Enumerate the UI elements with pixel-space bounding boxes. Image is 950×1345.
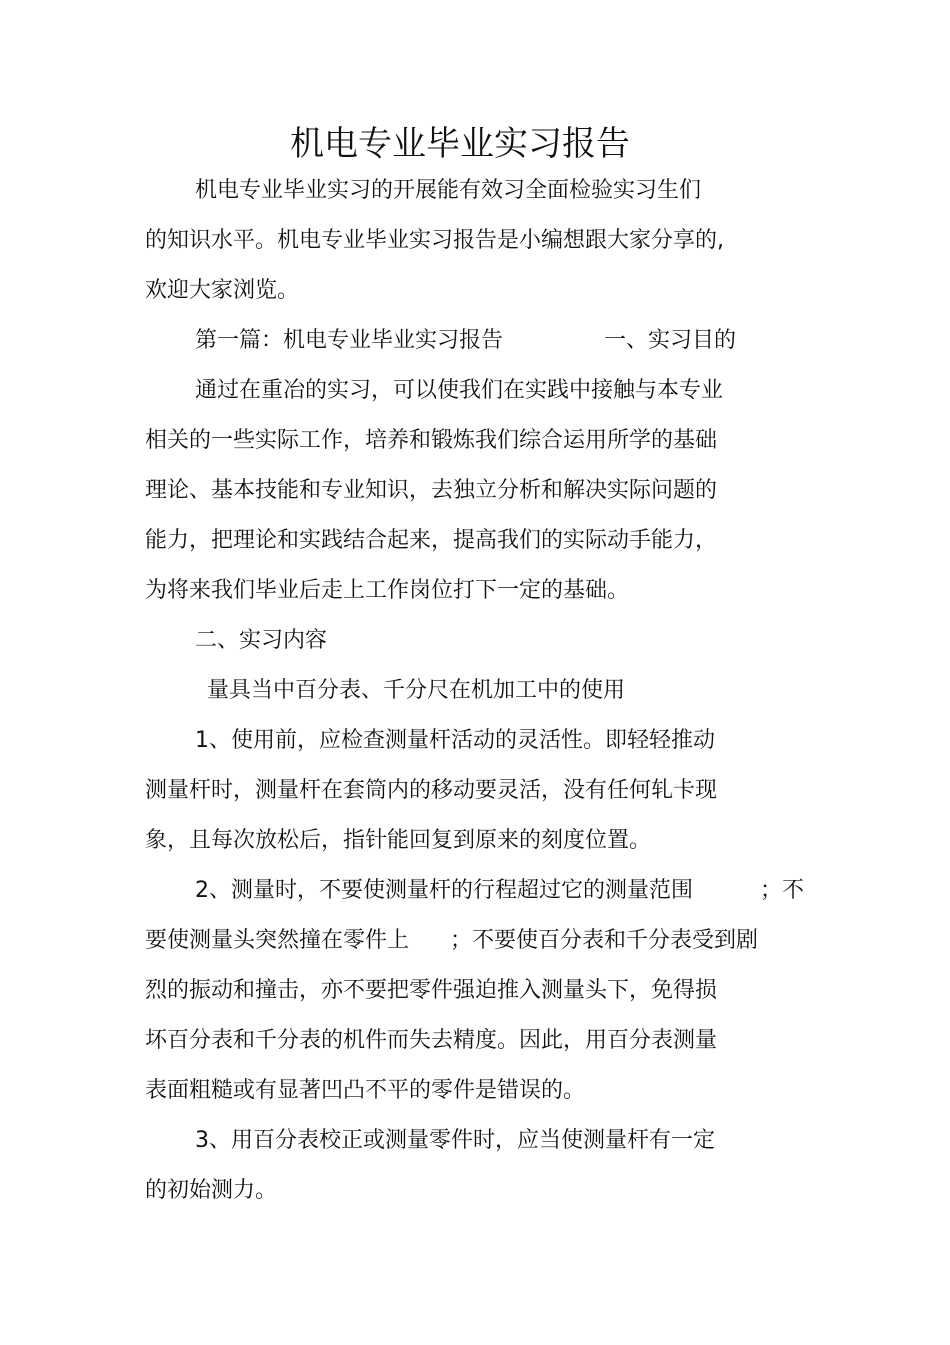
item1-line-3: 象，且每次放松后，指针能回复到原来的刻度位置。 bbox=[145, 828, 652, 853]
intro-line-3: 欢迎大家浏览。 bbox=[145, 278, 300, 303]
item1-line-1: 1、使用前，应检查测量杆活动的灵活性。即轻轻推动 bbox=[195, 728, 715, 753]
section1-line-2: 相关的一些实际工作，培养和锻炼我们综合运用所学的基础 bbox=[145, 428, 718, 453]
item3-line-1: 3、用百分表校正或测量零件时，应当使测量杆有一定 bbox=[195, 1128, 715, 1153]
section1-heading: 一、实习目的 bbox=[604, 328, 737, 353]
item2-line-5: 表面粗糙或有显著凹凸不平的零件是错误的。 bbox=[145, 1078, 586, 1103]
document-title: 机电专业毕业实习报告 bbox=[290, 124, 630, 164]
item2-line-3: 烈的振动和撞击，亦不要把零件强迫推入测量头下，免得损 bbox=[145, 978, 718, 1003]
intro-line-2: 的知识水平。机电专业毕业实习报告是小编想跟大家分享的, bbox=[145, 228, 724, 253]
item1-line-2: 测量杆时，测量杆在套筒内的移动要灵活，没有任何轧卡现 bbox=[145, 778, 718, 803]
item2-line-2a: 要使测量头突然撞在零件上 bbox=[145, 928, 410, 953]
section1-line-3: 理论、基本技能和专业知识，去独立分析和解决实际问题的 bbox=[145, 478, 718, 503]
item2-line-1a: 2、测量时，不要使测量杆的行程超过它的测量范围 bbox=[195, 878, 693, 903]
item2-line-1b: ；不 bbox=[760, 878, 805, 903]
item2-line-4: 坏百分表和千分表的机件而失去精度。因此，用百分表测量 bbox=[145, 1028, 718, 1053]
section1-line-4: 能力，把理论和实践结合起来，提高我们的实际动手能力， bbox=[145, 528, 718, 553]
section1-line-1: 通过在重冶的实习，可以使我们在实践中接触与本专业 bbox=[195, 378, 724, 403]
intro-line-1: 机电专业毕业实习的开展能有效习全面检验实习生们 bbox=[195, 178, 702, 203]
section2-heading: 二、实习内容 bbox=[195, 628, 328, 653]
item2-line-2b: ；不要使百分表和千分表受到剧 bbox=[450, 928, 759, 953]
section1-line-5: 为将来我们毕业后走上工作岗位打下一定的基础。 bbox=[145, 578, 630, 603]
section2-subtitle: 量具当中百分表、千分尺在机加工中的使用 bbox=[207, 678, 626, 703]
item3-line-2: 的初始测力。 bbox=[145, 1178, 278, 1203]
chapter-heading: 第一篇：机电专业毕业实习报告 bbox=[195, 328, 504, 353]
